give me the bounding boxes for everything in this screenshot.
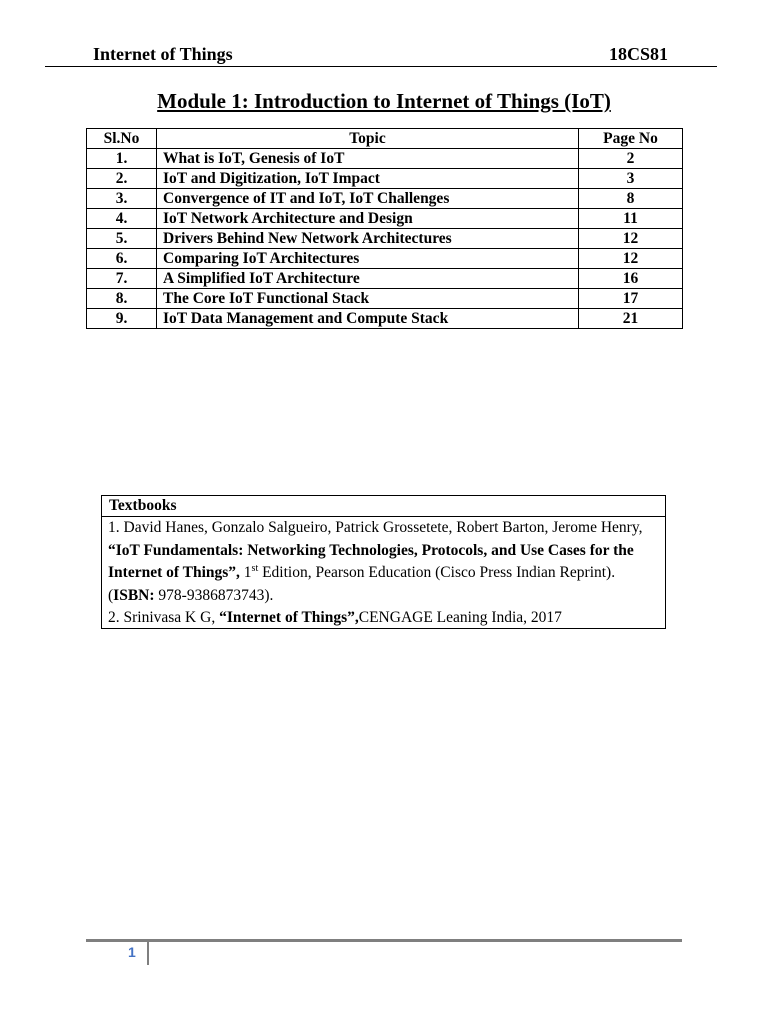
row-topic: IoT Data Management and Compute Stack <box>157 309 579 329</box>
row-topic: Drivers Behind New Network Architectures <box>157 229 579 249</box>
book2-publisher: CENGAGE Leaning India, 2017 <box>358 609 562 626</box>
row-topic: Convergence of IT and IoT, IoT Challenges <box>157 189 579 209</box>
header-title: Internet of Things <box>93 44 233 64</box>
module-title: Module 1: Introduction to Internet of Things (IoT) <box>157 89 611 113</box>
table-row <box>87 269 683 289</box>
textbooks-list <box>102 517 665 630</box>
row-number: 5. <box>87 229 157 249</box>
topics-table <box>86 128 683 329</box>
textbook-entry-1 <box>108 517 659 607</box>
row-number: 2. <box>87 169 157 189</box>
row-number: 3. <box>87 189 157 209</box>
footer-page-separator <box>147 942 149 965</box>
col-header-slno: Sl.No <box>87 129 157 149</box>
row-topic: A Simplified IoT Architecture <box>157 269 579 289</box>
row-page: 2 <box>579 149 683 169</box>
table-row <box>87 309 683 329</box>
row-topic: The Core IoT Functional Stack <box>157 289 579 309</box>
textbooks-heading: Textbooks <box>102 496 665 517</box>
table-row <box>87 189 683 209</box>
row-number: 7. <box>87 269 157 289</box>
page-number: 1 <box>128 944 136 960</box>
row-page: 12 <box>579 229 683 249</box>
table-header-row <box>87 129 683 149</box>
row-topic: What is IoT, Genesis of IoT <box>157 149 579 169</box>
col-header-topic: Topic <box>157 129 579 149</box>
header-course-code: 18CS81 <box>609 44 669 64</box>
row-page: 8 <box>579 189 683 209</box>
book1-isbn-value: 978-9386873743). <box>154 586 274 604</box>
row-number: 4. <box>87 209 157 229</box>
col-header-page: Page No <box>579 129 683 149</box>
book1-edition-number: 1 <box>239 564 252 581</box>
table-row <box>87 229 683 249</box>
table-row <box>87 209 683 229</box>
row-number: 1. <box>87 149 157 169</box>
book1-publisher: Edition, Pearson Education (Cisco Press Indian Reprint). ( <box>108 564 616 604</box>
book1-authors: 1. David Hanes, Gonzalo Salgueiro, Patrick Grossetete, Robert Barton, Jerome Henry, <box>108 519 643 536</box>
table-row <box>87 169 683 189</box>
row-topic: Comparing IoT Architectures <box>157 249 579 269</box>
book1-edition-suffix: st <box>251 562 259 574</box>
row-page: 21 <box>579 309 683 329</box>
row-topic: IoT Network Architecture and Design <box>157 209 579 229</box>
row-page: 12 <box>579 249 683 269</box>
row-page: 17 <box>579 289 683 309</box>
row-number: 8. <box>87 289 157 309</box>
row-topic: IoT and Digitization, IoT Impact <box>157 169 579 189</box>
table-row <box>87 289 683 309</box>
row-number: 6. <box>87 249 157 269</box>
book1-title: “IoT Fundamentals: Networking Technologies, Protocols, and Use Cases for the Internet of Things”, <box>108 541 634 581</box>
book1-isbn-label: ISBN: <box>113 586 155 604</box>
row-number: 9. <box>87 309 157 329</box>
textbook-entry-2 <box>108 607 659 630</box>
book2-title: “Internet of Things”, <box>219 609 359 626</box>
table-row <box>87 249 683 269</box>
book2-authors: 2. Srinivasa K G, <box>108 609 220 626</box>
textbooks-box <box>101 495 666 629</box>
header-divider <box>45 66 717 67</box>
row-page: 11 <box>579 209 683 229</box>
row-page: 3 <box>579 169 683 189</box>
row-page: 16 <box>579 269 683 289</box>
table-row <box>87 149 683 169</box>
footer-divider <box>86 939 682 942</box>
